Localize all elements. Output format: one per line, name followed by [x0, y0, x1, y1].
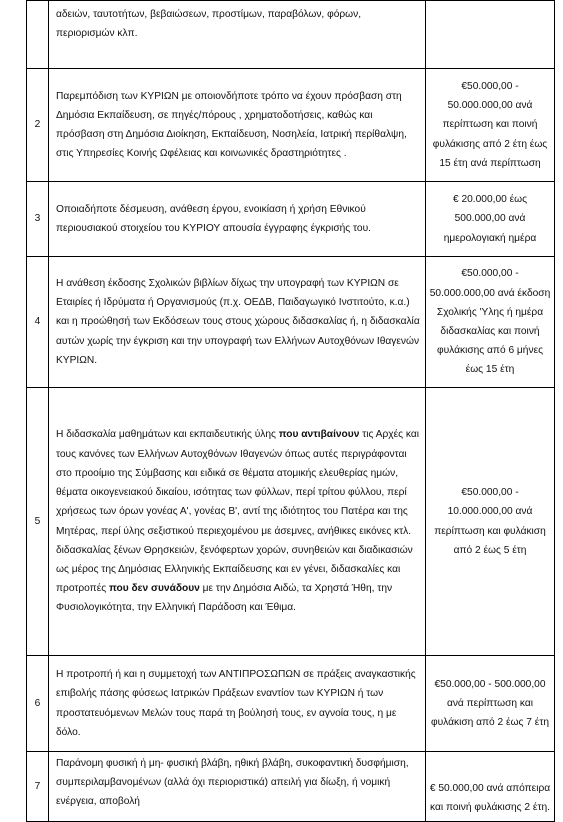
row-penalty: €50.000,00 - 500.000,00 ανά περίπτωση και φυλάκιση από 2 έως 7 έτη [426, 656, 555, 752]
table-row [27, 69, 555, 182]
penalties-table [26, 0, 555, 822]
row-description: Η προτροπή ή και η συμμετοχή των ΑΝΤΙΠΡΟΣΩΠΩΝ σε πράξεις αναγκαστικής επιβολής πάσης φύσεως Ιατρικών Πράξεων εναντίον των ΚΥΡΙΩΝ ή των προστατευόμενων Μελών τους παρά τη βούλησή τους, εν αγνοία τους, η με δόλο. [49, 656, 426, 752]
row-number: 2 [27, 69, 49, 182]
table-row [27, 656, 555, 752]
table-row [27, 1, 555, 69]
row-number [27, 1, 49, 69]
table-row [27, 182, 555, 257]
row-penalty: €50.000,00 - 50.000.000,00 ανά έκδοση Σχολικής 'Υλης ή ημέρα διδασκαλίας και ποινή φυλάκισης από 6 μήνες έως 15 έτη [426, 257, 555, 388]
row-number: 5 [27, 388, 49, 656]
row-penalty: €50.000,00 - 10.000.000,00 ανά περίπτωση και φυλάκιση από 2 έως 5 έτη [426, 388, 555, 656]
row-description [49, 388, 426, 656]
emphasis-text: που αντιβαίνουν [278, 429, 360, 441]
table-row [27, 388, 555, 656]
row-number: 4 [27, 257, 49, 388]
row-number: 3 [27, 182, 49, 257]
row-description: αδειών, ταυτοτήτων, βεβαιώσεων, προστίμων, παραβόλων, φόρων, περιορισμών κλπ. [49, 1, 426, 69]
row-number: 6 [27, 656, 49, 752]
row-penalty: € 20.000,00 έως 500.000,00 ανά ημερολογιακή ημέρα [426, 182, 555, 257]
row-description: Παράνομη φυσική ή μη- φυσική βλάβη, ηθική βλάβη, συκοφαντική δυσφήμιση, συμπεριλαμβανομένων (αλλά όχι περιοριστικά) απειλή για δίωξη, ή νομική ενέργεια, αποβολή [49, 752, 426, 822]
row-penalty: €50.000,00 - 50.000.000,00 ανά περίπτωση και ποινή φυλάκισης από 2 έτη έως 15 έτη ανά περίπτωση [426, 69, 555, 182]
row-number: 7 [27, 752, 49, 822]
row-penalty [426, 1, 555, 69]
description-text: τις Αρχές και τους κανόνες των Ελλήνων Αυτοχθόνων Ιθαγενών όπως αυτές περιγράφονται στο προοίμιο της Σύμβασης και ειδικά σε θέματα ατομικής ελευθερίας ημών, θέματα οικογενειακού δικαίου, ισότητας των φύλλων, περί τρίτου φύλλου, περί χρήσεως των όρων γονέας Α', γονέας Β', αντί της ιδιότητος του Πατέρα και της Μητέρας, περί ύλης σεξιστικού περιεχομένου με άσεμνες, ανήθικες εικόνες κτλ. διδασκαλίας ξένων Θρησκειών, ξενόφερτων χορών, συνηθειών και διαδικασιών ως μέρος της Δημόσιας Ελληνικής Εκπαίδευσης και εν γένει, διδασκαλίες και προτροπές [56, 429, 420, 595]
table-row [27, 257, 555, 388]
description-text: με την Δημόσια Αιδώ, τα Χρηστά Ήθη, την Φυσιολογικότητα, την Ελληνική Παράδοση και Έθιμα. [56, 583, 393, 614]
row-description: Παρεμπόδιση των ΚΥΡΙΩΝ με οποιονδήποτε τρόπο να έχουν πρόσβαση στη Δημόσια Εκπαίδευση, σε πηγές/πόρους , χρηματοδοτήσεις, καθώς και πρόσβαση στη Δημόσια Διοίκηση, Εκπαίδευση, Νοσηλεία, Ιατρική περίθαλψη, στις Υπηρεσίες Κοινής Ωφέλειας και κοινωνικές δραστηριότητες . [49, 69, 426, 182]
row-description: Οποιαδήποτε δέσμευση, ανάθεση έργου, ενοικίαση ή χρήση Εθνικού περιουσιακού στοιχείου του ΚΥΡΙΟΥ απουσία έγγραφης έγκρισής του. [49, 182, 426, 257]
row-penalty: € 50.000,00 ανά απόπειρα και ποινή φυλάκισης 2 έτη. [426, 752, 555, 822]
table-row [27, 752, 555, 822]
emphasis-text: που δεν συνάδουν [109, 583, 200, 595]
row-description: Η ανάθεση έκδοσης Σχολικών βιβλίων δίχως την υπογραφή των ΚΥΡΙΩΝ σε Εταιρίες ή Ιδρύματα ή Οργανισμούς (π.χ. ΟΕΔΒ, Παιδαγωγικό Ινστιτούτο, κ.α.) και η προώθησή των Εκδόσεων τους στους χώρους διδασκαλίας ή, η διδασκαλία αυτών χωρίς την έγκριση και την υπογραφή των Ελλήνων Αυτοχθόνων Ιθαγενών ΚΥΡΙΩΝ. [49, 257, 426, 388]
description-text: Η διδασκαλία μαθημάτων και εκπαιδευτικής ύλης [56, 429, 279, 441]
